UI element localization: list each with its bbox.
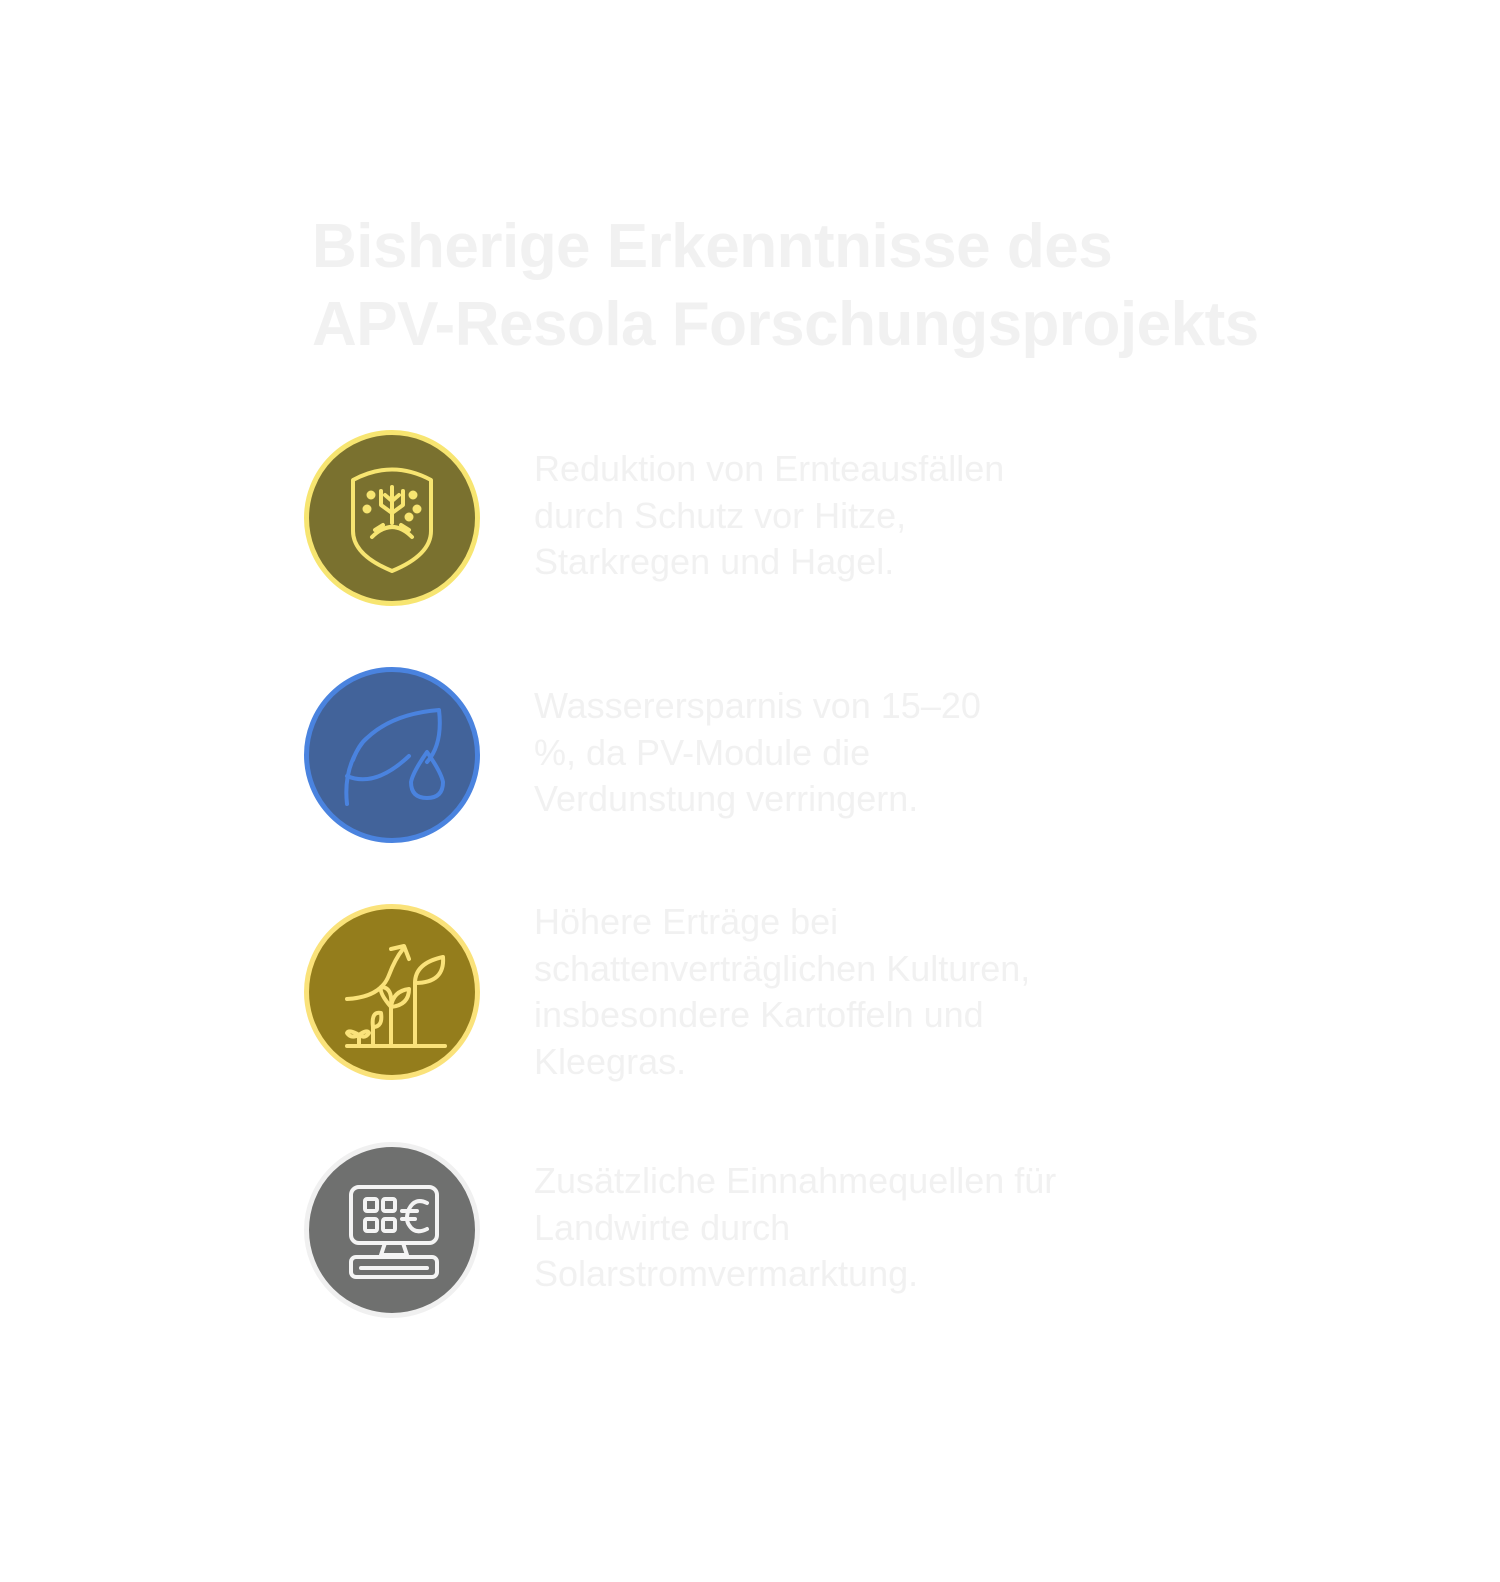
finding-text-line: Starkregen und Hagel. <box>534 541 895 582</box>
finding-text-line: Solarstromvermarktung. <box>534 1253 919 1294</box>
finding-item-additional-income <box>304 1142 1204 1318</box>
page-title <box>312 208 1362 364</box>
page-title-line-2: APV-Resola Forschungsprojekts <box>312 290 1259 359</box>
finding-text-line: Landwirte durch <box>534 1206 791 1248</box>
finding-text-line: schattenverträglichen Kulturen, <box>534 947 1031 989</box>
finding-text-line: Reduktion von Ernteausfällen <box>534 448 1005 489</box>
finding-item-higher-yields <box>304 901 1204 1082</box>
finding-text-line: %, da PV-Module die <box>534 731 871 773</box>
finding-badge <box>304 904 480 1080</box>
finding-item-water-saving <box>304 667 1204 843</box>
finding-badge <box>304 667 480 843</box>
finding-text-line: Höhere Erträge bei <box>534 901 839 942</box>
finding-text <box>534 1158 1056 1298</box>
finding-text-line: durch Schutz vor Hitze, <box>534 494 907 536</box>
growing-plants-arrow-icon <box>309 909 475 1075</box>
finding-text-line: insbesondere Kartoffeln und <box>534 994 984 1035</box>
finding-badge <box>304 1142 480 1318</box>
finding-text <box>534 899 1030 1085</box>
finding-item-crop-protection <box>304 430 1204 606</box>
shield-plant-icon <box>309 435 475 601</box>
finding-text-line: Zusätzliche Einnahmequellen für <box>534 1160 1057 1201</box>
computer-euro-icon <box>309 1147 475 1313</box>
finding-text-line: Verdunstung verringern. <box>534 778 919 819</box>
finding-badge <box>304 430 480 606</box>
finding-text-line: Wasserersparnis von 15–20 <box>534 685 981 726</box>
finding-text <box>534 683 981 823</box>
leaf-water-drop-icon <box>309 672 475 838</box>
finding-text <box>534 446 1004 586</box>
page-title-line-1: Bisherige Erkenntnisse des <box>312 212 1113 281</box>
finding-text-line: Kleegras. <box>534 1040 687 1082</box>
